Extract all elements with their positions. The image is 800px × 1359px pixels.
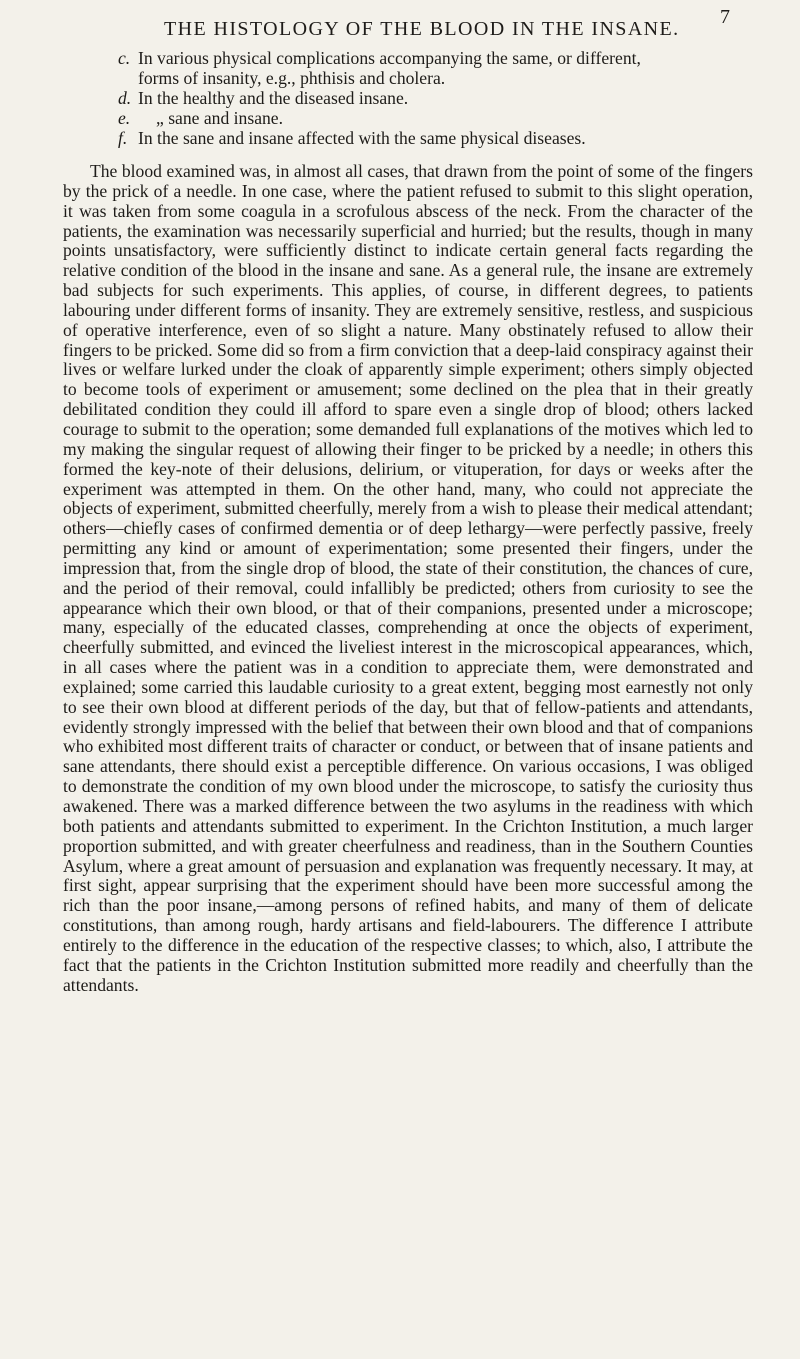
list-item-label: d. bbox=[118, 88, 132, 108]
list-item-label: c. bbox=[118, 48, 131, 68]
running-head bbox=[120, 6, 740, 46]
list-item-text: forms of insanity, e.g., phthisis and cholera. bbox=[138, 68, 446, 88]
list-item-text: In the sane and insane affected with the same physical diseases. bbox=[138, 128, 586, 148]
list-item-text: In various physical complications accompanying the same, or different, bbox=[138, 48, 641, 68]
running-title: THE HISTOLOGY OF THE BLOOD IN THE INSANE. bbox=[164, 18, 680, 40]
sub-heading-list bbox=[0, 48, 800, 148]
page-number: 7 bbox=[720, 6, 730, 28]
list-item-text: In the healthy and the diseased insane. bbox=[138, 88, 409, 108]
list-item bbox=[0, 128, 800, 148]
list-item bbox=[0, 68, 800, 88]
list-item-label: e. bbox=[118, 108, 131, 128]
list-item bbox=[0, 108, 800, 128]
list-item bbox=[0, 48, 800, 68]
list-item bbox=[0, 88, 800, 108]
list-item-text: „ sane and insane. bbox=[156, 108, 284, 128]
body-paragraph: The blood examined was, in almost all cases, that drawn from the point of some of the fingers by the prick of a needle. In one case, where the patient refused to submit to this slight operation, it was taken from some coagula in a scrofulous abscess of the neck. From the character of the patients, the examination was necessarily superficial and hurried; but the results, though in many points unsatisfactory, were sufficiently distinct to indicate certain general facts regarding the relative condition of the blood in the insane and sane. As a general rule, the insane are extremely bad subjects for such experiments. This applies, of course, in different degrees, to patients labouring under different forms of insanity. They are extremely sensitive, restless, and suspicious of operative interference, even of so slight a nature. Many obstinately refused to allow their fingers to be pricked. Some did so from a firm conviction that a deep-laid conspiracy against their lives or welfare lurked under the cloak of apparently simple experiment; others simply objected to become tools of experiment or amusement; some declined on the plea that in their greatly debilitated condition they could ill afford to spare even a single drop of blood; others lacked courage to submit to the operation; some demanded full explanations of the motives which led to my making the singular request of allowing their finger to be pricked by a needle; in others this formed the key-note of their delusions, delirium, or vituperation, for days or weeks after the experiment was attempted in them. On the other hand, many, who could not appreciate the objects of experiment, submitted cheerfully, merely from a wish to please their medical attendant; others—chiefly cases of confirmed dementia or of deep lethargy—were perfectly passive, freely permitting any kind or amount of experimentation; some presented their fingers, under the impression that, from the single drop of blood, the state of their constitution, the chances of cure, and the period of their removal, could infallibly be predicted; others from curiosity to see the appearance which their own blood, or that of their companions, presented under a microscope; many, especially of the educated classes, comprehending at once the objects of experiment, cheerfully submitted, and evinced the liveliest interest in the microscopical appearances, which, in all cases where the patient was in a condition to appreciate them, were demonstrated and explained; some carried this laudable curiosity to a great extent, begging most earnestly not only to see their own blood at different periods of the day, but that of fellow-patients and attendants, evidently strongly impressed with the belief that between their own blood and that of companions who exhibited most different traits of character or conduct, or between that of insane patients and sane attendants, there should exist a perceptible difference. On various occasions, I was obliged to demonstrate the condition of my own blood under the microscope, to satisfy the curiosity thus awakened. There was a marked difference between the two asylums in the readiness with which both patients and attendants submitted to experiment. In the Crichton Institution, a much larger proportion submitted, and with greater cheerfulness and readiness, than in the Southern Counties Asylum, where a great amount of persuasion and explanation was frequently necessary. It may, at first sight, appear surprising that the experiment should have been more successful among the rich than the poor insane,—among persons of refined habits, and many of them of delicate constitutions, than among rough, hardy artisans and field-labourers. The difference I attribute entirely to the difference in the education of the respective classes; to which, also, I attribute the fact that the patients in the Crichton Institution submitted more readily and cheerfully than the attendants. bbox=[63, 161, 753, 995]
list-item-label: f. bbox=[118, 128, 128, 148]
